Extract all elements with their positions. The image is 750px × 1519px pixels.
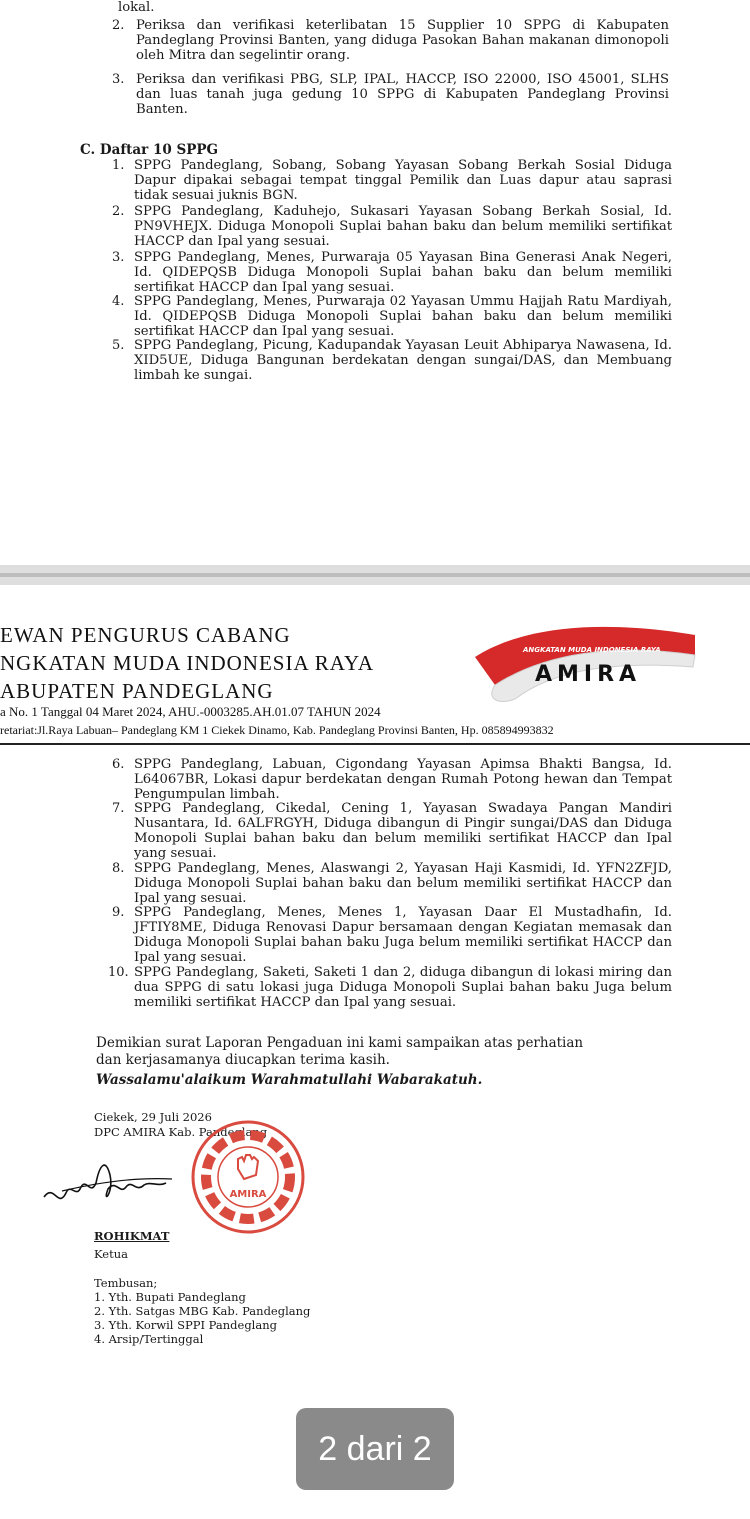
sppg-list-item: SPPG Pandeglang, Picung, Kadupandak Yayasan Leuit Abhiparya Nawasena, Id. XID5UE, Diduga Bangunan berdekatan dengan sungai/DAS, dan Membuang limbah ke sungai. [134,338,672,383]
closing-paragraph: Demikian surat Laporan Pengaduan ini kami sampaikan atas perhatian dan kerjasamanya diucapkan terima kasih. [96,1035,584,1068]
letterhead-line-1: EWAN PENGURUS CABANG [0,623,291,647]
sppg-list-item: SPPG Pandeglang, Cikedal, Cening 1, Yayasan Swadaya Pangan Mandiri Nusantara, Id. 6ALFRGYH, Diduga dibangun di Pingir sungai/DAS dan Diduga Monopoli Suplai bahan baku dan belum memiliki sertifikat HACCP dan Ipal yang sesuai. [134,801,672,861]
item-number: 3. [112,72,125,87]
sppg-list-item: SPPG Pandeglang, Labuan, Cigondang Yayasan Apimsa Bhakti Bangsa, Id. L64067BR, Lokasi dapur berdekatan dengan Rumah Potong hewan dan Tempat Pengumpulan limbah. [134,757,672,802]
stamp-text: AMIRA [229,1189,267,1200]
cc-item: 2. Yth. Satgas MBG Kab. Pandeglang [94,1304,311,1318]
item-number: 1. [112,158,125,173]
signer-title: Ketua [94,1247,128,1261]
item-number: 9. [112,905,125,920]
sppg-list-item: SPPG Pandeglang, Sobang, Sobang Yayasan Sobang Berkah Sosial Diduga Dapur dipakai sebagai tempat tinggal Pemilik dan Luas dapur atau saprasi tidak sesuai juknis BGN. [134,158,672,203]
sppg-list-item: SPPG Pandeglang, Saketi, Saketi 1 dan 2, diduga dibangun di lokasi miring dan dua SPPG di satu lokasi juga Diduga Monopoli Suplai bahan baku Juga belum memiliki sertifikat HACCP dan Ipal yang sesuai. [134,965,672,1010]
document-page-2 [0,585,750,1519]
letterhead-line-3: ABUPATEN PANDEGLANG [0,679,274,703]
letterhead-line-5: retariat:Jl.Raya Labuan– Pandeglang KM 1 Ciekek Dinamo, Kab. Pandeglang Provinsi Banten, Hp. 085894993832 [0,723,554,737]
section-title: C. Daftar 10 SPPG [80,142,219,158]
amira-stamp-icon [188,1117,308,1237]
logo-text: AMIRA [535,662,642,687]
letterhead-line-4: a No. 1 Tanggal 04 Maret 2024, AHU.-0003285.AH.01.07 TAHUN 2024 [0,704,381,719]
item-number: 7. [112,801,125,816]
logo-tagline: ANGKATAN MUDA INDONESIA RAYA [523,646,661,654]
item-number: 2. [112,18,125,33]
signer-name: ROHIKMAT [94,1229,170,1243]
letterhead-line-2: NGKATAN MUDA INDONESIA RAYA [0,651,374,675]
sppg-list-item: SPPG Pandeglang, Menes, Menes 1, Yayasan Daar El Mustadhafin, Id. JFTIY8ME, Diduga Renovasi Dapur bersamaan dengan Kegiatan memasak dan Diduga Monopoli Suplai bahan baku Juga belum memiliki sertifikat HACCP dan Ipal yang sesuai. [134,905,672,965]
sppg-list-item: SPPG Pandeglang, Kaduhejo, Sukasari Yayasan Sobang Berkah Sosial, Id. PN9VHEJX. Diduga Monopoli Suplai bahan baku dan belum memiliki sertifikat HACCP dan Ipal yang sesuai. [134,204,672,249]
item-number: 8. [112,861,125,876]
intro-fragment: lokal. [118,0,155,15]
sppg-list-item: SPPG Pandeglang, Menes, Purwaraja 02 Yayasan Ummu Hajjah Ratu Mardiyah, Id. QIDEPQSB Diduga Monopoli Suplai bahan baku dan belum memiliki sertifikat HACCP dan Ipal yang sesuai. [134,294,672,339]
item-number: 10. [108,965,129,980]
sppg-list-item: SPPG Pandeglang, Menes, Purwaraja 05 Yayasan Bina Generasi Anak Negeri, Id. QIDEPQSB Diduga Monopoli Suplai bahan baku dan belum memiliki sertifikat HACCP dan Ipal yang sesuai. [134,250,672,295]
salam: Wassalamu'alaikum Warahmatullahi Wabarakatuh. [96,1072,483,1088]
cc-item: 1. Yth. Bupati Pandeglang [94,1290,246,1304]
place-date: Ciekek, 29 Juli 2026 [94,1110,212,1124]
page-separator [0,565,750,585]
item-number: 3. [112,250,125,265]
sppg-list-item: SPPG Pandeglang, Menes, Alaswangi 2, Yayasan Haji Kasmidi, Id. YFN2ZFJD, Diduga Monopoli Suplai bahan baku dan belum memiliki sertifikat HACCP dan Ipal yang sesuai. [134,861,672,906]
amira-logo [455,615,705,705]
signature-icon [36,1153,176,1213]
list-item: Periksa dan verifikasi keterlibatan 15 Supplier 10 SPPG di Kabupaten Pandeglang Provinsi Banten, yang diduga Pasokan Bahan makanan dimonopoli oleh Mitra dan segelintir orang. [136,18,669,63]
page-indicator: 2 dari 2 [296,1408,454,1490]
letterhead-rule [0,743,750,745]
document-page-1 [0,0,750,565]
cc-item: 4. Arsip/Tertinggal [94,1332,204,1346]
item-number: 2. [112,204,125,219]
organization: DPC AMIRA Kab. Pandeglang [94,1125,268,1139]
item-number: 6. [112,757,125,772]
item-number: 5. [112,338,125,353]
cc-item: 3. Yth. Korwil SPPI Pandeglang [94,1318,277,1332]
item-number: 4. [112,294,125,309]
list-item: Periksa dan verifikasi PBG, SLP, IPAL, HACCP, ISO 22000, ISO 45001, SLHS dan luas tanah juga gedung 10 SPPG di Kabupaten Pandeglang Provinsi Banten. [136,72,669,117]
cc-title: Tembusan; [94,1276,158,1290]
